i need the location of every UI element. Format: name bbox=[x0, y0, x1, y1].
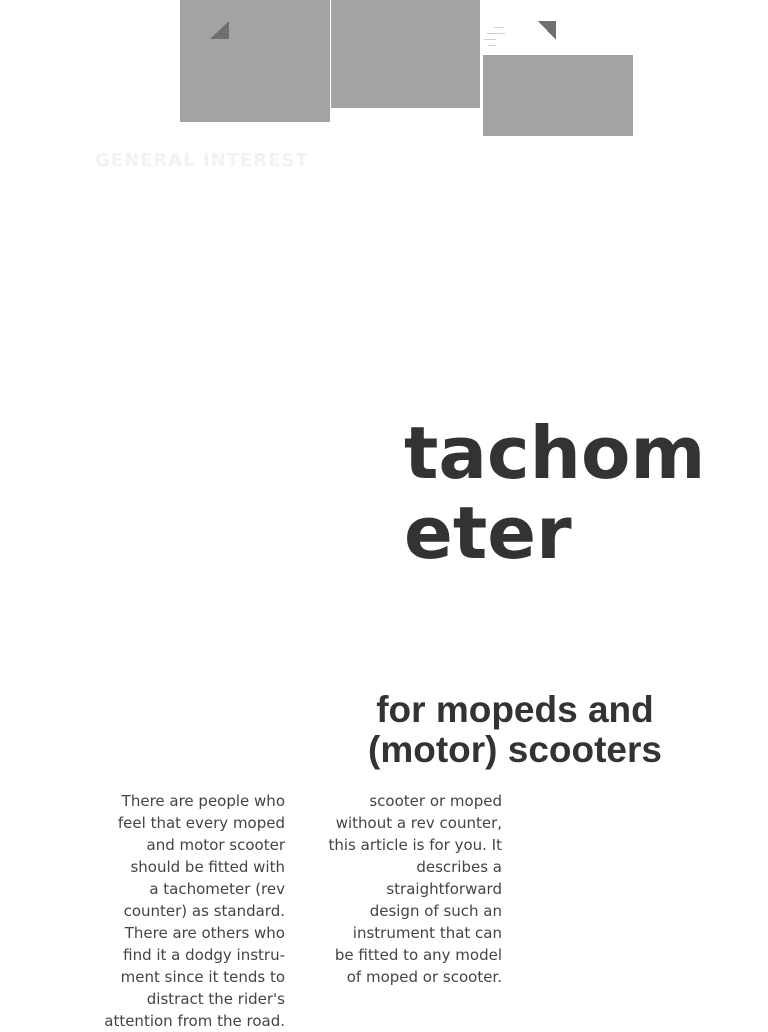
body-column-1 bbox=[80, 790, 285, 1032]
corner-triangle-left-icon bbox=[210, 21, 229, 39]
body-line: find it a dodgy instru- bbox=[123, 946, 285, 964]
body-line: feel that every moped bbox=[117, 814, 285, 832]
gray-block-middle bbox=[331, 0, 480, 108]
article-subtitle bbox=[340, 690, 690, 770]
body-line: There are people who bbox=[121, 792, 285, 810]
body-line: design of such an bbox=[369, 902, 502, 920]
body-line: of moped or scooter. bbox=[346, 968, 502, 986]
body-line: without a rev counter, bbox=[335, 814, 502, 832]
headline-line-2: eter bbox=[404, 491, 572, 575]
body-line: this article is for you. It bbox=[328, 836, 502, 854]
body-line: counter) as standard. bbox=[123, 902, 285, 920]
corner-triangle-right-icon bbox=[538, 21, 556, 40]
subtitle-line-1: for mopeds and bbox=[376, 689, 654, 730]
body-line: should be fitted with bbox=[130, 858, 285, 876]
subtitle-line-2: (motor) scooters bbox=[368, 729, 662, 770]
body-line: ment since it tends to bbox=[120, 968, 285, 986]
section-kicker: GENERAL INTEREST bbox=[95, 150, 309, 171]
body-line: and motor scooter bbox=[146, 836, 285, 854]
body-line: instrument that can bbox=[352, 924, 502, 942]
body-line: straightforward bbox=[386, 880, 502, 898]
body-line: scooter or moped bbox=[369, 792, 502, 810]
body-line: There are others who bbox=[124, 924, 285, 942]
body-line: be fitted to any model bbox=[334, 946, 502, 964]
body-line: describes a bbox=[416, 858, 502, 876]
headline-line-1: tachom bbox=[404, 411, 706, 495]
gray-block-right bbox=[483, 55, 633, 136]
gray-block-left bbox=[180, 0, 330, 122]
body-line: distract the rider's bbox=[146, 990, 285, 1008]
body-column-2 bbox=[300, 790, 502, 988]
article-headline bbox=[404, 400, 734, 575]
body-line: attention from the road. bbox=[104, 1012, 285, 1030]
body-line: a tachometer (rev bbox=[149, 880, 285, 898]
dash-marks-icon bbox=[484, 25, 508, 47]
